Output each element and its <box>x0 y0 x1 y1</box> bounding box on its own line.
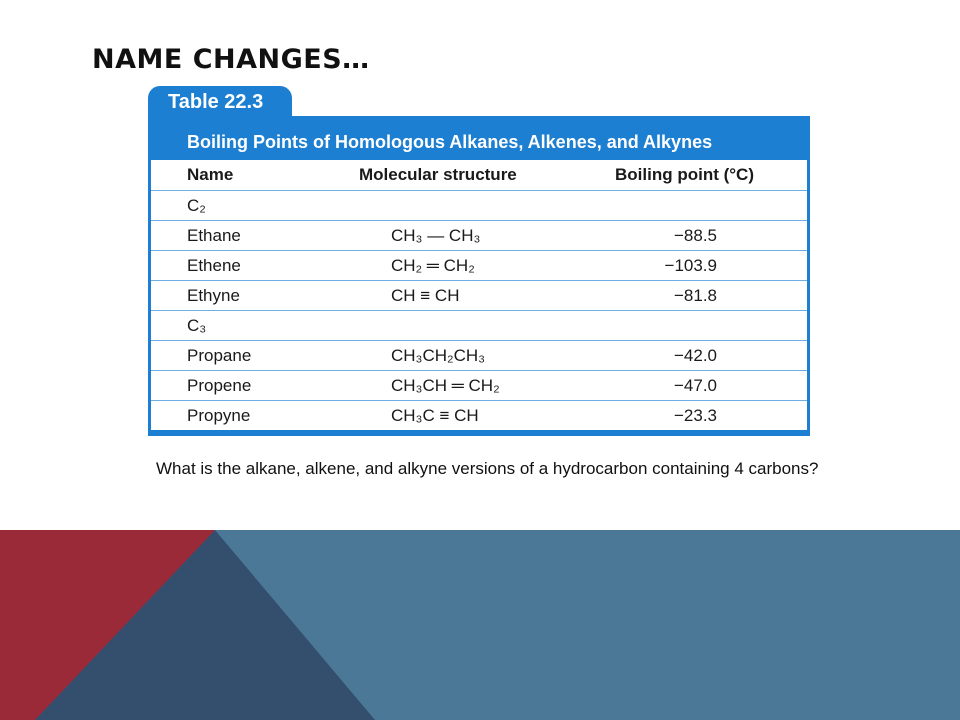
boiling-point: −88.5 <box>673 226 717 245</box>
table-header-row <box>151 160 807 190</box>
molecular-structure: CH₃ — CH₃ <box>391 226 481 245</box>
header-name: Name <box>187 165 234 184</box>
question-text: What is the alkane, alkene, and alkyne versions of a hydrocarbon containing 4 carbons? <box>156 459 819 478</box>
molecular-structure: CH ≡ CH <box>391 286 460 305</box>
header-boiling-point: Boiling point (°C) <box>615 165 754 184</box>
boiling-point: −81.8 <box>673 286 717 305</box>
table-body <box>151 160 807 430</box>
molecular-structure: CH₂ ═ CH₂ <box>391 256 475 275</box>
group-label: C₂ <box>187 196 206 215</box>
slide-title: NAME CHANGES… <box>92 44 370 75</box>
table-row <box>151 340 807 370</box>
compound-name: Ethene <box>187 256 241 275</box>
group-label: C₃ <box>187 316 207 335</box>
table-caption: Boiling Points of Homologous Alkanes, Alkenes, and Alkynes <box>187 132 713 152</box>
table-row <box>151 280 807 310</box>
compound-name: Propyne <box>187 406 251 425</box>
compound-name: Ethyne <box>187 286 240 305</box>
table-row <box>151 250 807 280</box>
header-structure: Molecular structure <box>359 165 517 184</box>
table-number-tab: Table 22.3 <box>148 86 292 120</box>
table-row <box>151 220 807 250</box>
molecular-structure: CH₃C ≡ CH <box>391 406 479 425</box>
molecular-structure: CH₃CH₂CH₃ <box>391 346 486 365</box>
boiling-point: −47.0 <box>673 376 717 395</box>
boiling-points-table <box>148 116 810 436</box>
molecular-structure: CH₃CH ═ CH₂ <box>391 376 500 395</box>
boiling-point: −23.3 <box>673 406 717 425</box>
table-row <box>151 370 807 400</box>
compound-name: Propane <box>187 346 252 365</box>
decorative-footer-shapes <box>0 530 960 720</box>
table-row-group-c2 <box>151 190 807 220</box>
boiling-point: −103.9 <box>664 256 717 275</box>
table-row <box>151 400 807 430</box>
compound-name: Ethane <box>187 226 241 245</box>
table-row-group-c3 <box>151 310 807 340</box>
compound-name: Propene <box>187 376 252 395</box>
boiling-point: −42.0 <box>673 346 717 365</box>
